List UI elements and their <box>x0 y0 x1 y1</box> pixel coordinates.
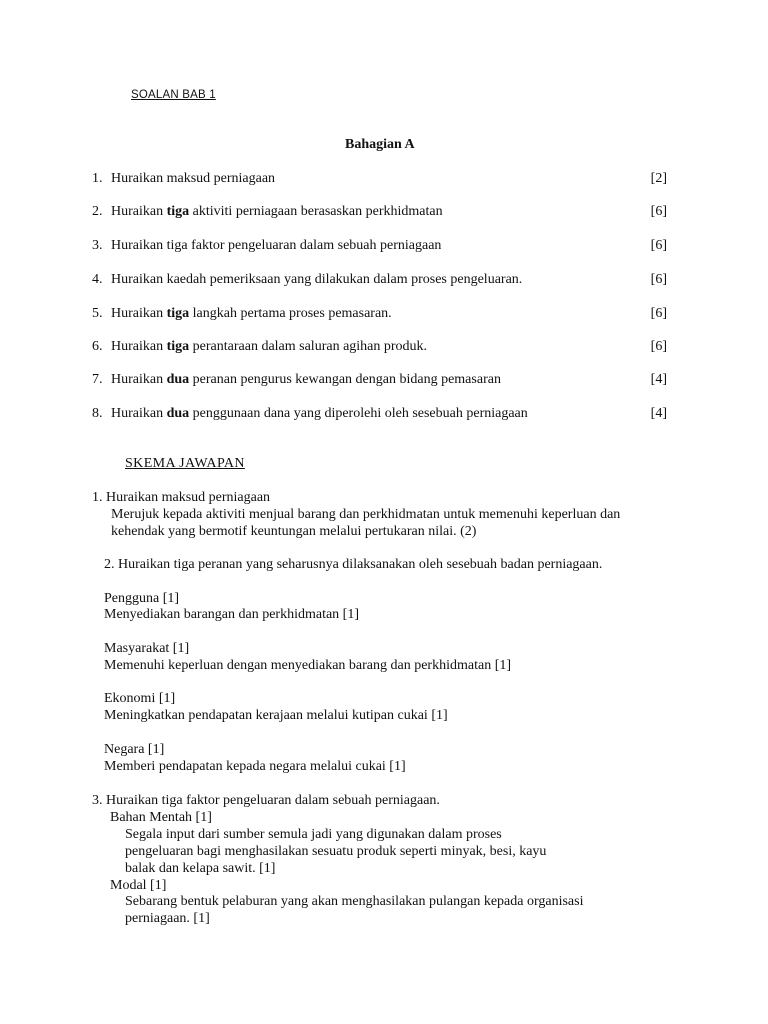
question-number: 3. <box>92 238 103 253</box>
answer-question: 1. Huraikan maksud perniagaan <box>92 490 271 505</box>
question-text: Huraikan tiga perantaraan dalam saluran agihan produk. <box>111 339 428 354</box>
question-number: 5. <box>92 306 103 321</box>
question-text: Huraikan tiga langkah pertama proses pemasaran. <box>111 306 392 321</box>
question-row <box>92 238 672 256</box>
answer-point-text: Menyediakan barangan dan perkhidmatan [1] <box>104 607 360 622</box>
question-row <box>92 171 672 189</box>
answer-point-text: Memberi pendapatan kepada negara melalui cukai [1] <box>104 759 406 774</box>
answer-text: kehendak yang bermotif keuntungan melalui pertukaran nilai. (2) <box>111 524 477 539</box>
answer-point-text: Segala input dari sumber semula jadi yang digunakan dalam proses <box>125 827 502 842</box>
answer-point-text: perniagaan. [1] <box>125 911 210 926</box>
question-row <box>92 406 672 424</box>
section-title: Bahagian A <box>345 137 415 152</box>
question-number: 4. <box>92 272 103 287</box>
answer-point-heading: Masyarakat [1] <box>104 641 190 656</box>
question-mark: [6] <box>650 272 667 287</box>
document-heading: SOALAN BAB 1 <box>131 89 216 101</box>
question-row <box>92 306 672 324</box>
answer-point-text: Meningkatkan pendapatan kerajaan melalui kutipan cukai [1] <box>104 708 448 723</box>
question-row <box>92 339 672 357</box>
answer-point-text: Sebarang bentuk pelaburan yang akan menghasilakan pulangan kepada organisasi <box>125 894 584 909</box>
question-number: 7. <box>92 372 103 387</box>
question-mark: [6] <box>650 204 667 219</box>
question-text: Huraikan dua penggunaan dana yang diperolehi oleh sesebuah perniagaan <box>111 406 528 421</box>
answer-point-text: Memenuhi keperluan dengan menyediakan barang dan perkhidmatan [1] <box>104 658 512 673</box>
question-number: 1. <box>92 171 103 186</box>
answer-question: 3. Huraikan tiga faktor pengeluaran dalam sebuah perniagaan. <box>92 793 440 808</box>
question-number: 2. <box>92 204 103 219</box>
answer-point-heading: Modal [1] <box>110 878 167 893</box>
answer-question: 2. Huraikan tiga peranan yang seharusnya dilaksanakan oleh sesebuah badan perniagaan. <box>104 557 603 572</box>
question-text: Huraikan maksud perniagaan <box>111 171 276 186</box>
answer-point-heading: Pengguna [1] <box>104 591 180 606</box>
question-mark: [6] <box>650 306 667 321</box>
answer-point-heading: Ekonomi [1] <box>104 691 176 706</box>
question-mark: [2] <box>650 171 667 186</box>
question-row <box>92 204 672 222</box>
question-mark: [6] <box>650 238 667 253</box>
question-row <box>92 272 672 290</box>
question-row <box>92 372 672 390</box>
answer-point-text: balak dan kelapa sawit. [1] <box>125 861 276 876</box>
question-number: 6. <box>92 339 103 354</box>
question-number: 8. <box>92 406 103 421</box>
question-text: Huraikan tiga aktiviti perniagaan berasaskan perkhidmatan <box>111 204 443 219</box>
question-mark: [6] <box>650 339 667 354</box>
question-text: Huraikan kaedah pemeriksaan yang dilakukan dalam proses pengeluaran. <box>111 272 523 287</box>
answer-point-text: pengeluaran bagi menghasilakan sesuatu produk seperti minyak, besi, kayu <box>125 844 547 859</box>
answer-point-heading: Bahan Mentah [1] <box>110 810 212 825</box>
answer-scheme-title: SKEMA JAWAPAN <box>125 456 245 471</box>
answer-text: Merujuk kepada aktiviti menjual barang dan perkhidmatan untuk memenuhi keperluan dan <box>111 507 621 522</box>
question-mark: [4] <box>650 406 667 421</box>
question-text: Huraikan tiga faktor pengeluaran dalam sebuah perniagaan <box>111 238 442 253</box>
question-mark: [4] <box>650 372 667 387</box>
question-text: Huraikan dua peranan pengurus kewangan dengan bidang pemasaran <box>111 372 501 387</box>
answer-point-heading: Negara [1] <box>104 742 165 757</box>
